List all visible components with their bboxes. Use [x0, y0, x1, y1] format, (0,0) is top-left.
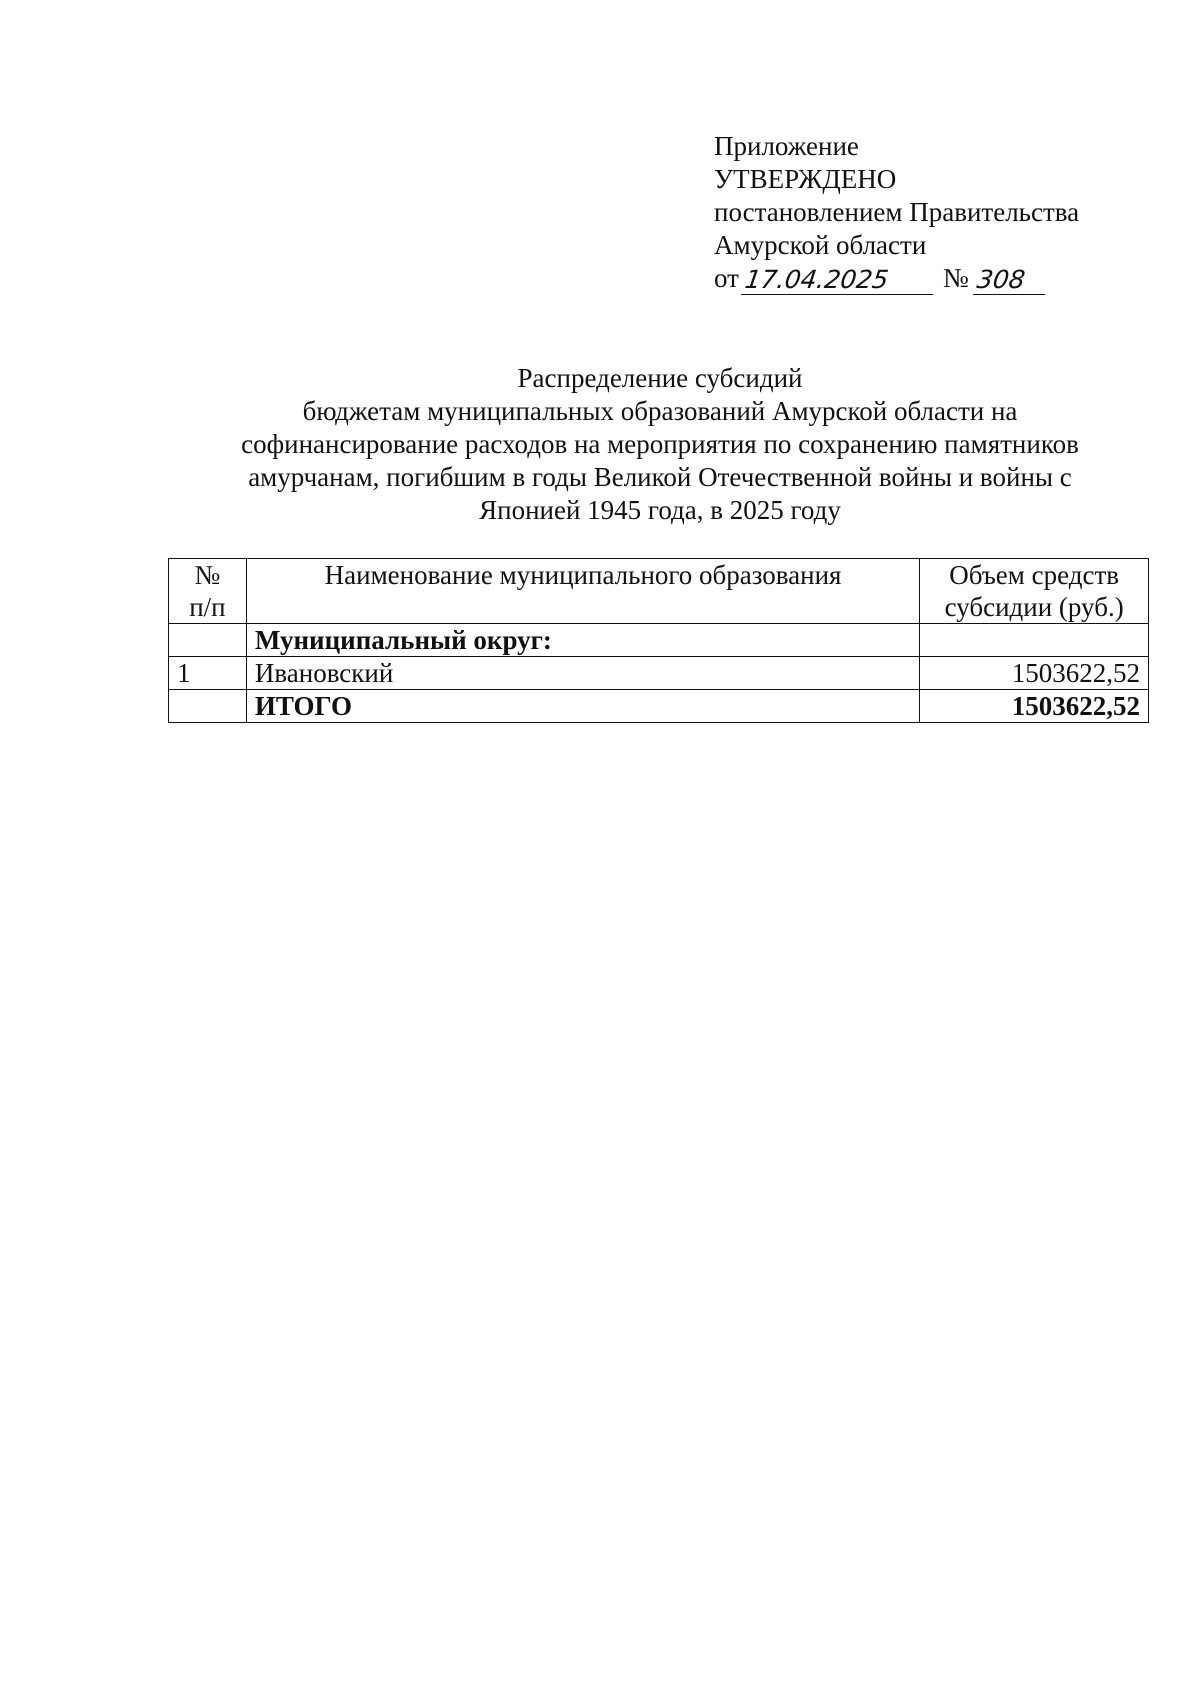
total-amount-cell: 1503622,52 [920, 690, 1149, 723]
title-line: софинансирование расходов на мероприятия по сохранению памятников [241, 429, 1079, 459]
header-amount-cell [920, 559, 1149, 624]
table-header-row [169, 559, 1149, 624]
section-label-cell: Муниципальный округ: [246, 624, 919, 657]
section-amount-cell [920, 624, 1149, 657]
header-num-symbol: № [194, 560, 221, 590]
header-amount-line1: Объем средств [949, 560, 1119, 590]
number-prefix: № [942, 263, 969, 293]
header-num-abbr: п/п [189, 592, 226, 622]
title-line: Распределение субсидий [517, 363, 803, 393]
section-row [169, 624, 1149, 657]
approved-by-label: постановлением Правительства [714, 197, 1080, 227]
subsidy-table [168, 558, 1149, 723]
date-prefix: от [714, 263, 739, 293]
region-label: Амурской области [714, 230, 927, 260]
decree-reference [714, 262, 1079, 295]
header-num-cell [169, 559, 247, 624]
section-num-cell [169, 624, 247, 657]
handwritten-number: 308 [973, 266, 1049, 295]
row-amount-cell: 1503622,52 [920, 657, 1149, 690]
handwritten-date: 17.04.2025 [741, 266, 937, 295]
table-row [169, 657, 1149, 690]
total-label-cell: ИТОГО [246, 690, 919, 723]
total-num-cell [169, 690, 247, 723]
total-row [169, 690, 1149, 723]
title-line: бюджетам муниципальных образований Амурской области на [302, 396, 1018, 426]
title-line: амурчанам, погибшим в годы Великой Отечественной войны и войны с [248, 462, 1072, 492]
header-amount-line2: субсидии (руб.) [944, 592, 1124, 622]
approved-label: УТВЕРЖДЕНО [714, 164, 897, 194]
appendix-label: Приложение [714, 131, 859, 161]
document-title [160, 362, 1160, 527]
title-line: Японией 1945 года, в 2025 году [479, 495, 841, 525]
approval-block [714, 130, 1079, 295]
row-num-cell: 1 [169, 657, 247, 690]
header-name-cell: Наименование муниципального образования [246, 559, 919, 624]
row-name-cell: Ивановский [246, 657, 919, 690]
